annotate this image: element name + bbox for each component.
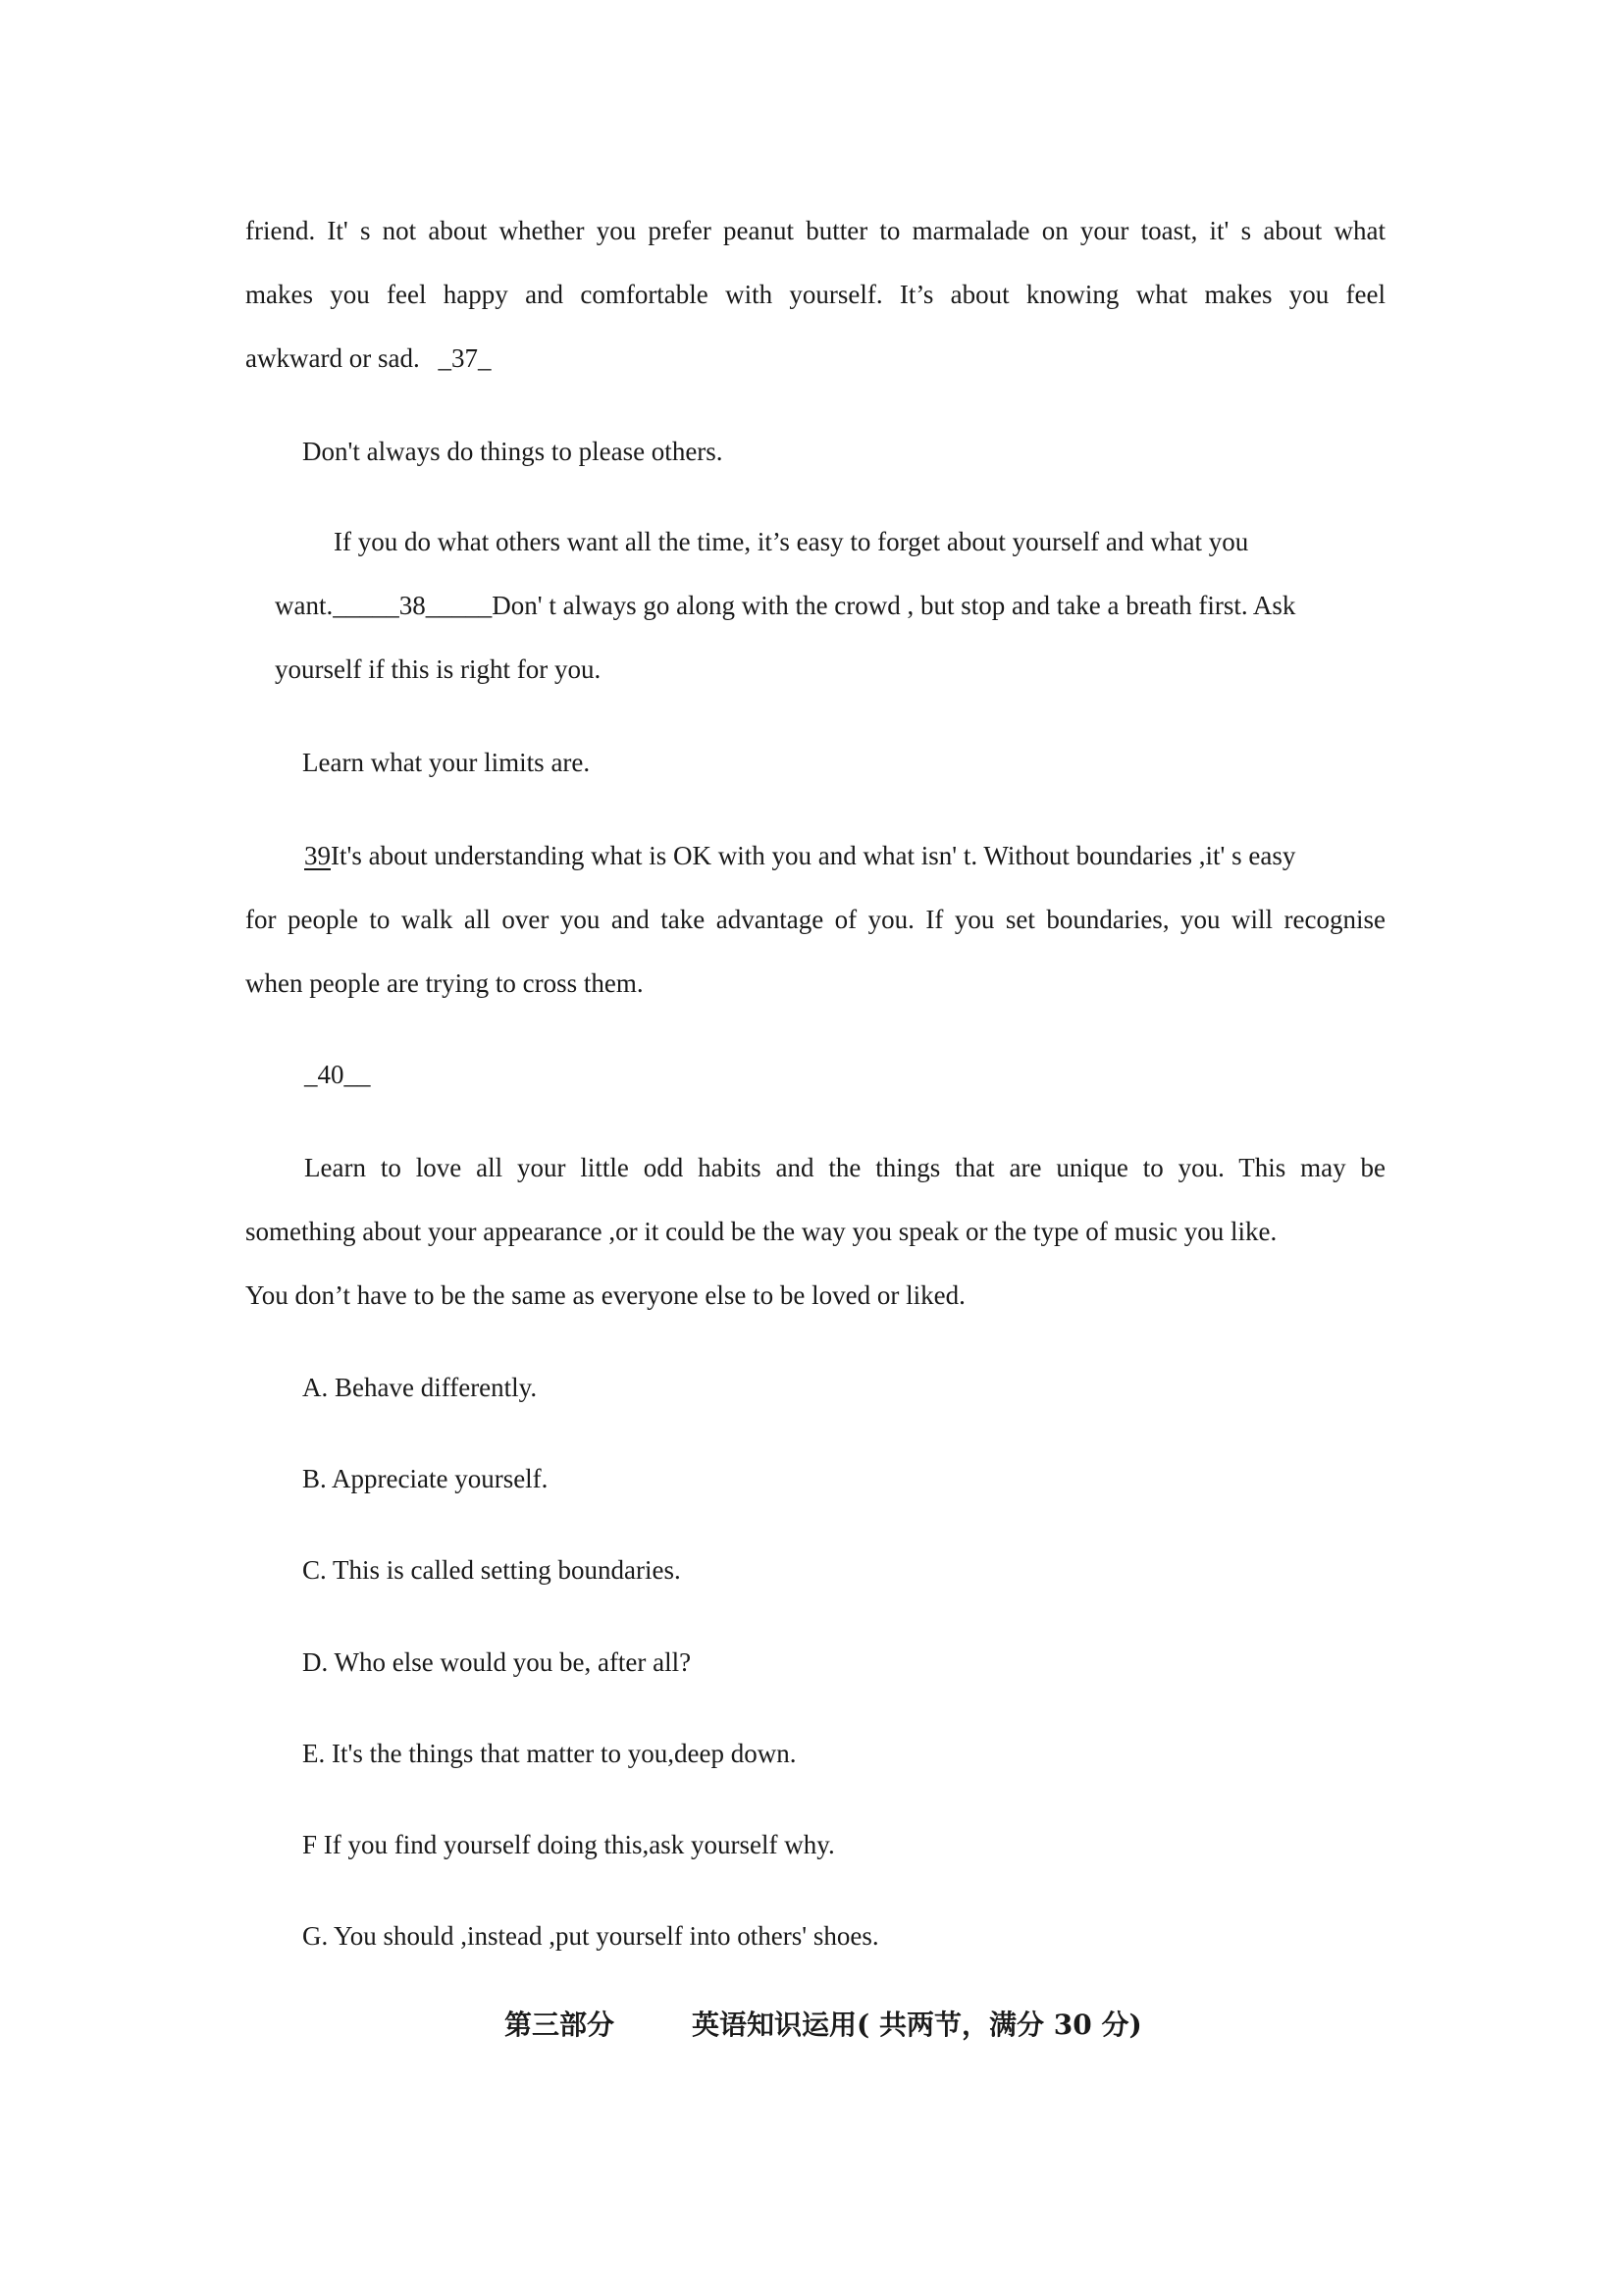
paragraph-3-line-3: when people are trying to cross them. — [245, 968, 644, 998]
paragraph-3-line-1-text: It's about understanding what is OK with you and what isn' t. Without boundaries ,it' s easy — [331, 841, 1296, 870]
paragraph-3-line-2: for people to walk all over you and take advantage of you. If you set boundaries, you will recognise — [245, 905, 1386, 934]
option-g: G. You should ,instead ,put yourself into others' shoes. — [302, 1921, 879, 1951]
paragraph-4-line-3: You don’t have to be the same as everyone else to be loved or liked. — [245, 1280, 966, 1310]
option-e: E. It's the things that matter to you,deep down. — [302, 1739, 797, 1768]
section-heading-title: 英语知识运用( 共两节，满分 30 分) — [692, 2009, 1142, 2041]
option-f: F If you find yourself doing this,ask yourself why. — [302, 1830, 835, 1859]
option-b: B. Appreciate yourself. — [302, 1464, 549, 1493]
blank-39: 39 — [304, 841, 331, 870]
option-a: A. Behave differently. — [302, 1373, 538, 1402]
paragraph-2-line-2 — [275, 593, 1295, 619]
section-heading-part: 第三部分 — [504, 2009, 615, 2041]
blank-37: _37_ — [438, 343, 492, 373]
blank-38: _____38_____ — [333, 591, 493, 620]
paragraph-4-line-1: Learn to love all your little odd habits and the things that are unique to you. This may be — [304, 1153, 1386, 1182]
paragraph-1-line-3-text: awkward or sad. — [245, 343, 420, 373]
option-c: C. This is called setting boundaries. — [302, 1555, 681, 1585]
paragraph-1-line-3 — [245, 345, 491, 372]
paragraph-2-line-2-start: want. — [275, 591, 334, 620]
blank-40: _40__ — [304, 1060, 371, 1089]
paragraph-2-line-3: yourself if this is right for you. — [275, 654, 602, 684]
subheading-limits: Learn what your limits are. — [302, 748, 591, 777]
paragraph-4-line-2: something about your appearance ,or it could be the way you speak or the type of music you like. — [245, 1217, 1278, 1246]
option-d: D. Who else would you be, after all? — [302, 1647, 692, 1677]
subheading-please-others: Don't always do things to please others. — [302, 437, 723, 466]
paragraph-2-line-1: If you do what others want all the time, it’s easy to forget about yourself and what you — [334, 527, 1249, 556]
paragraph-2-line-2-end: Don' t always go along with the crowd , but stop and take a breath first. Ask — [492, 591, 1296, 620]
paragraph-3-line-1 — [304, 843, 1295, 869]
paragraph-1-line-2: makes you feel happy and comfortable with yourself. It’s about knowing what makes you feel — [245, 280, 1386, 309]
paragraph-1-line-1: friend. It' s not about whether you prefer peanut butter to marmalade on your toast, it' s about what — [245, 216, 1386, 245]
